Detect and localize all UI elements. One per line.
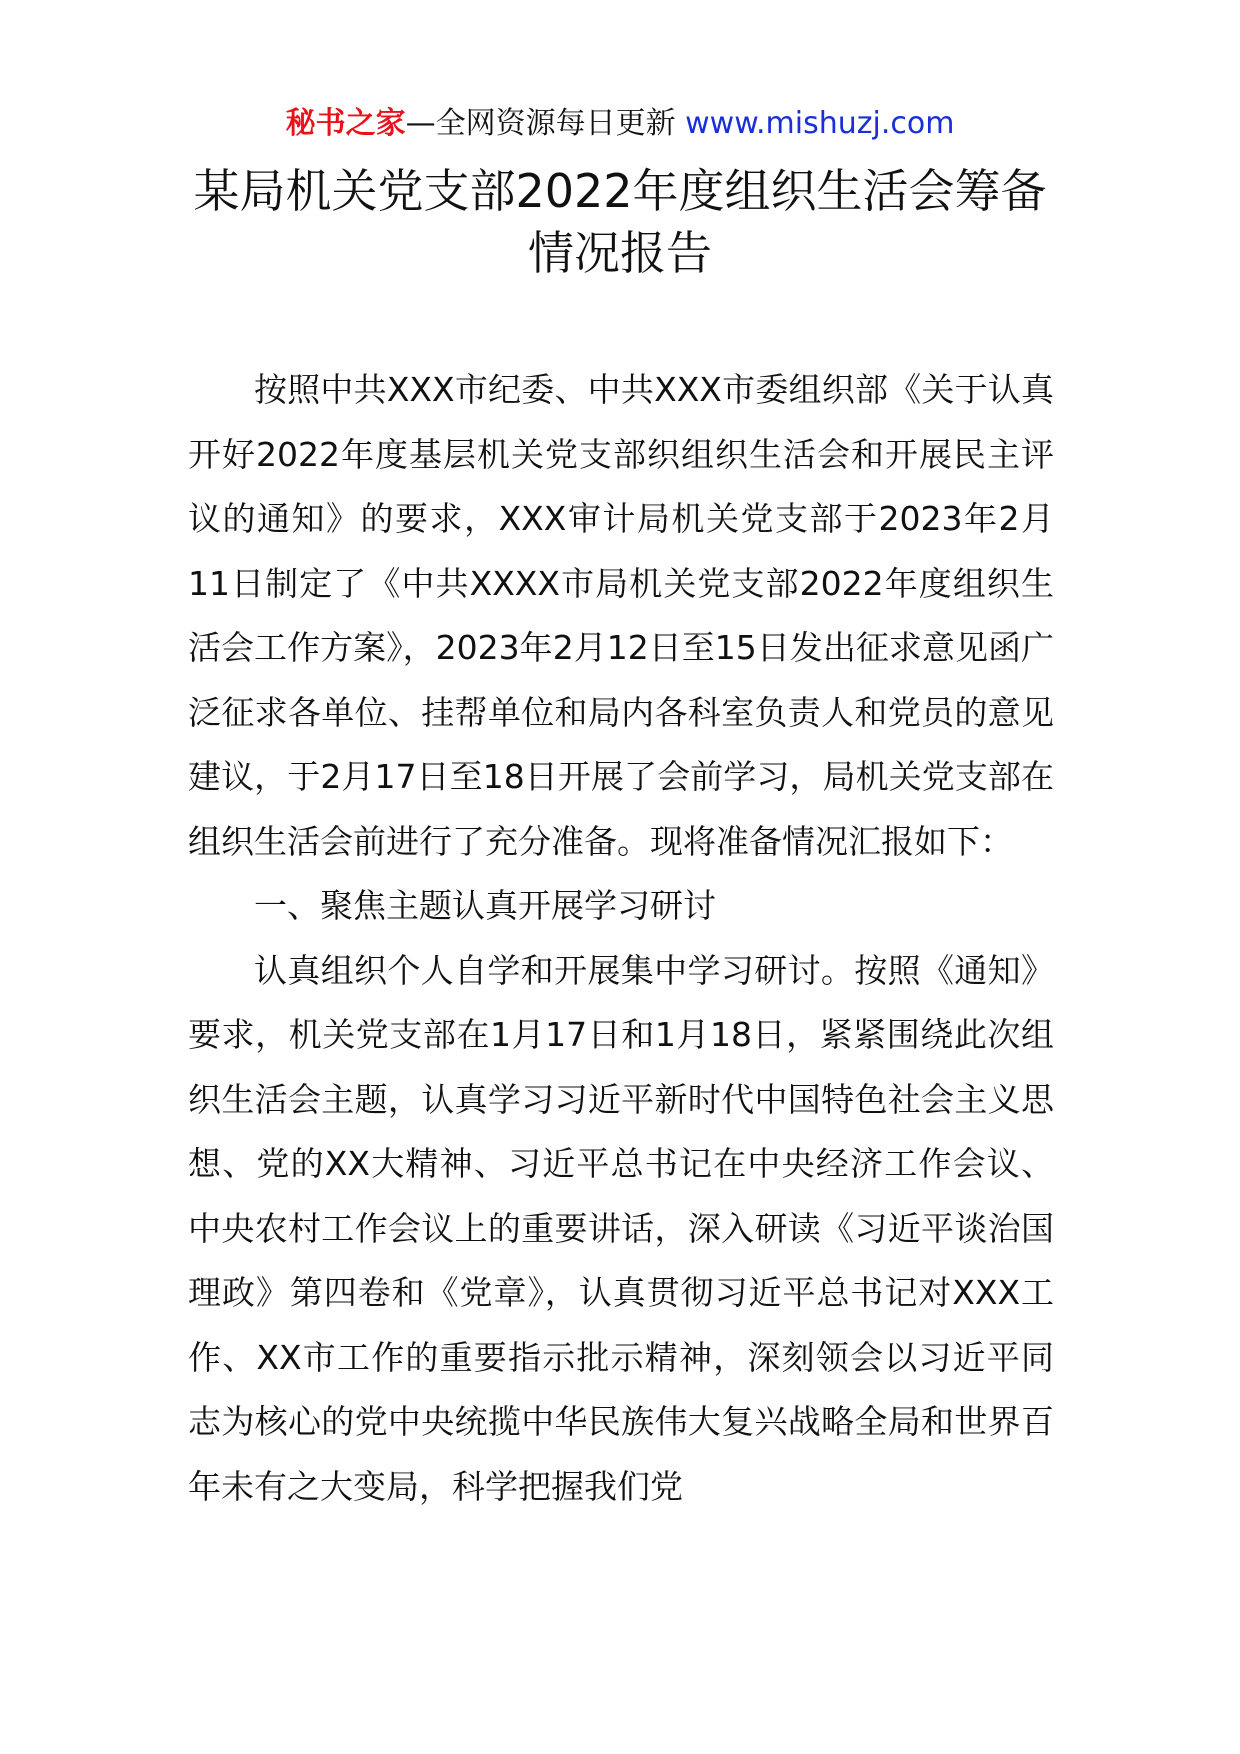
site-header xyxy=(0,100,1240,148)
intro-paragraph: 按照中共XXX市纪委、中共XXX市委组织部《关于认真开好2022年度基层机关党支部织组织生活会和开展民主评议的通知》的要求，XXX审计局机关党支部于2023年2月11日制定了《中共XXXX市局机关党支部2022年度组织生活会工作方案》，2023年2月12日至15日发出征求意见函广泛征求各单位、挂帮单位和局内各科室负责人和党员的意见建议，于2月17日至18日开展了会前学习，局机关党支部在组织生活会前进行了充分准备。现将准备情况汇报如下： xyxy=(188,370,1054,861)
section-paragraph: 认真组织个人自学和开展集中学习研讨。按照《通知》要求，机关党支部在1月17日和1月18日，紧紧围绕此次组织生活会主题，认真学习习近平新时代中国特色社会主义思想、党的XX大精神、习近平总书记在中央经济工作会议、中央农村工作会议上的重要讲话，深入研读《习近平谈治国理政》第四卷和《党章》，认真贯彻习近平总书记对XXX工作、XX市工作的重要指示批示精神，深刻领会以习近平同志为核心的党中央统揽中华民族伟大复兴战略全局和世界百年未有之大变局，科学把握我们党 xyxy=(188,950,1054,1506)
site-tagline: —全网资源每日更新 xyxy=(405,106,676,141)
document-title xyxy=(120,160,1120,284)
document-body xyxy=(188,358,1054,1519)
site-brand: 秘书之家 xyxy=(285,106,406,141)
site-url-link[interactable]: www.mishuzj.com xyxy=(685,106,955,141)
title-line-2: 情况报告 xyxy=(528,226,712,280)
title-line-1: 某局机关党支部2022年度组织生活会筹备 xyxy=(193,164,1047,218)
section-heading: 一、聚焦主题认真开展学习研讨 xyxy=(254,886,716,925)
